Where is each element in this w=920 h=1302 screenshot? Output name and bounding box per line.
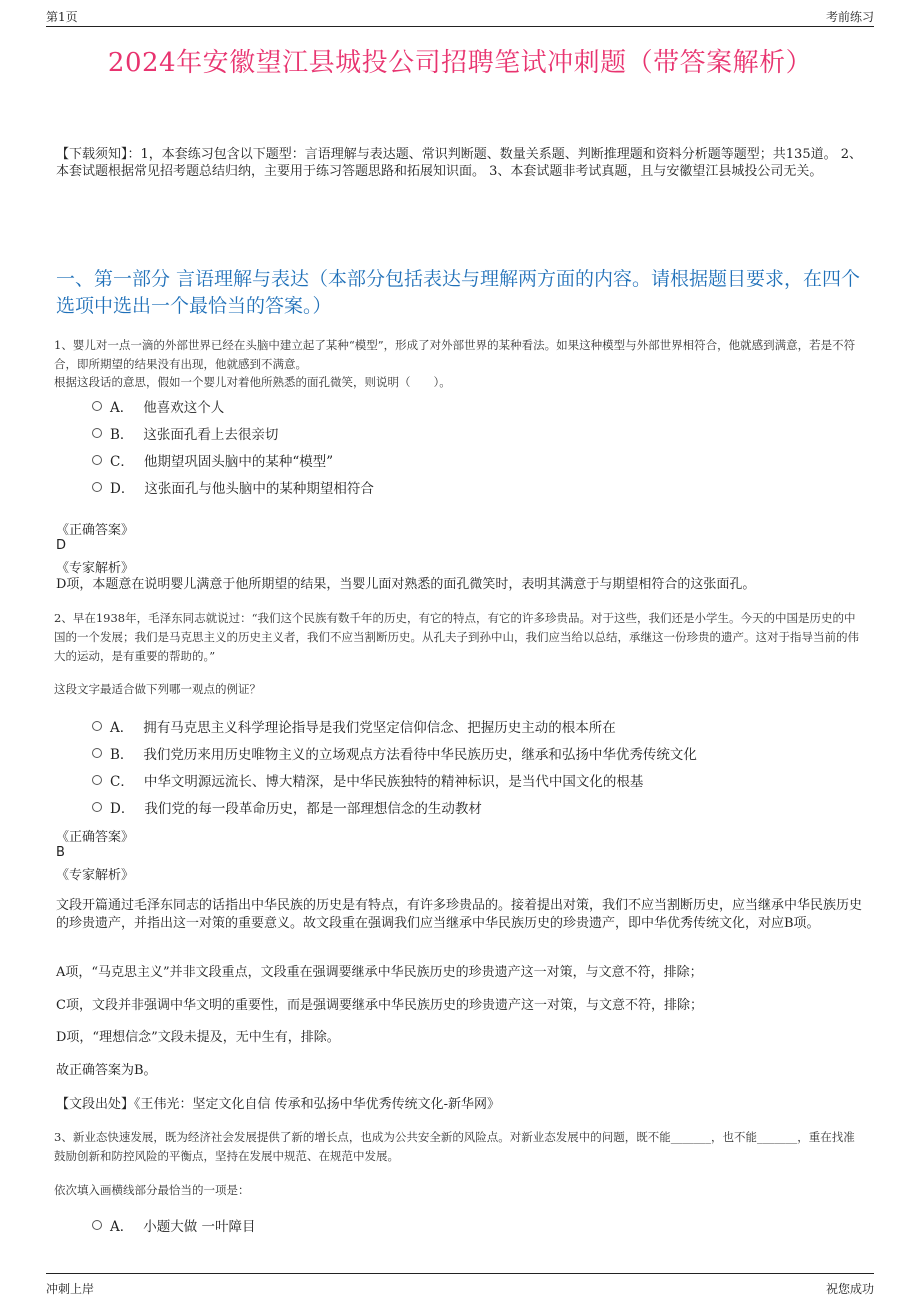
question-1-option-c[interactable]: C． 他期望巩固头脑中的某种“模型” [92, 450, 333, 470]
question-2-option-d[interactable]: D． 我们党的每一段革命历史，都是一部理想信念的生动教材 [92, 797, 482, 817]
radio-icon[interactable] [92, 401, 102, 411]
header-label: 考前练习 [825, 10, 874, 24]
question-2-answer: B [56, 845, 65, 860]
question-1-stem: 1、婴儿对一点一滴的外部世界已经在头脑中建立起了某种“模型”，形成了对外部世界的某种看法。如果这种模型与外部世界相符合，他就感到满意，若是不符合，即所期望的结果没有出现，他就感到不满意。 [54, 338, 856, 371]
analysis-label: 《专家解析》 [56, 561, 135, 576]
radio-icon[interactable] [92, 721, 102, 731]
page-title: 2024年安徽望江县城投公司招聘笔试冲刺题（带答案解析） [107, 48, 813, 78]
question-3-prompt: 依次填入画横线部分最恰当的一项是： [54, 1183, 250, 1197]
radio-icon[interactable] [92, 748, 102, 758]
question-3-option-a[interactable]: A． 小题大做 一叶障目 [92, 1215, 256, 1235]
question-2-prompt: 这段文字最适合做下列哪一观点的例证？ [54, 682, 261, 696]
question-1-answer: D [56, 538, 67, 553]
answer-label: 《正确答案》 [56, 523, 135, 538]
section-heading: 一、第一部分 言语理解与表达（本部分包括表达与理解两方面的内容。请根据题目要求，在四个选项中选出一个最恰当的答案。） [56, 268, 861, 317]
question-2-analysis-d: D项，“理想信念”文段未提及，无中生有，排除。 [56, 1030, 340, 1045]
download-notice: 【下载须知】：1，本套练习包含以下题型：言语理解与表达题、常识判断题、数量关系题、判断推理题和资料分析题等题型；共135道。 2、本套试题根据常见招考题总结归纳，主要用于练习答题思路和拓展知识面。 3、本套试题非考试真题，且与安徽望江县城投公司无关。 [56, 147, 862, 179]
page-number: 第1页 [46, 10, 78, 24]
question-2-option-a[interactable]: A． 拥有马克思主义科学理论指导是我们党坚定信仰信念、把握历史主动的根本所在 [92, 716, 616, 736]
analysis-label: 《专家解析》 [56, 868, 135, 883]
question-2-source: 【文段出处】《王伟光：坚定文化自信 传承和弘扬中华优秀传统文化-新华网》 [56, 1097, 501, 1112]
footer-right: 祝您成功 [825, 1282, 874, 1296]
question-2-option-c[interactable]: C． 中华文明源远流长、博大精深，是中华民族独特的精神标识，是当代中国文化的根基 [92, 770, 643, 790]
question-2-conclusion: 故正确答案为B。 [56, 1063, 157, 1078]
question-2-analysis-c: C项，文段并非强调中华文明的重要性，而是强调要继承中华民族历史的珍贵遗产这一对策，与文意不符，排除； [56, 998, 703, 1013]
question-1-option-d[interactable]: D． 这张面孔与他头脑中的某种期望相符合 [92, 477, 374, 497]
page-footer [46, 1273, 874, 1302]
question-2-analysis: 文段开篇通过毛泽东同志的话指出中华民族的历史是有特点，有许多珍贵品的。接着提出对策，我们不应当割断历史，应当继承中华民族历史的珍贵遗产，并指出这一对策的重要意义。故文段重在强调我们应当继承中华民族历史的珍贵遗产，即中华优秀传统文化，对应B项。 [56, 898, 863, 931]
footer-left: 冲刺上岸 [46, 1282, 95, 1296]
question-1-analysis: D项，本题意在说明婴儿满意于他所期望的结果，当婴儿面对熟悉的面孔微笑时，表明其满意于与期望相符合的这张面孔。 [56, 577, 756, 592]
question-2-option-b[interactable]: B． 我们党历来用历史唯物主义的立场观点方法看待中华民族历史，继承和弘扬中华优秀传统文化 [92, 743, 697, 763]
radio-icon[interactable] [92, 775, 102, 785]
question-2-analysis-a: A项，“马克思主义”并非文段重点，文段重在强调要继承中华民族历史的珍贵遗产这一对策，与文意不符，排除； [56, 965, 703, 980]
question-3-stem: 3、新业态快速发展，既为经济社会发展提供了新的增长点，也成为公共安全新的风险点。对新业态发展中的问题，既不能_______，也不能_______，重在找准鼓励创新和防控风险的平衡点，坚持在发展中规范、在规范中发展。 [54, 1130, 855, 1163]
question-2-stem: 2、早在1938年，毛泽东同志就说过：“我们这个民族有数千年的历史，有它的特点，有它的许多珍贵品。对于这些，我们还是小学生。今天的中国是历史的中国的一个发展；我们是马克思主义的历史主义者，我们不应当割断历史。从孔夫子到孙中山，我们应当给以总结，承继这一份珍贵的遗产。这对于指导当前的伟大的运动，是有重要的帮助的。” [54, 611, 859, 663]
radio-icon[interactable] [92, 455, 102, 465]
question-1-prompt: 根据这段话的意思，假如一个婴儿对着他所熟悉的面孔微笑，则说明（ ）。 [54, 375, 451, 389]
radio-icon[interactable] [92, 1220, 102, 1230]
radio-icon[interactable] [92, 802, 102, 812]
question-1-option-a[interactable]: A． 他喜欢这个人 [92, 396, 224, 416]
radio-icon[interactable] [92, 482, 102, 492]
page-header [46, 0, 874, 27]
radio-icon[interactable] [92, 428, 102, 438]
question-1-option-b[interactable]: B． 这张面孔看上去很亲切 [92, 423, 278, 443]
answer-label: 《正确答案》 [56, 830, 135, 845]
